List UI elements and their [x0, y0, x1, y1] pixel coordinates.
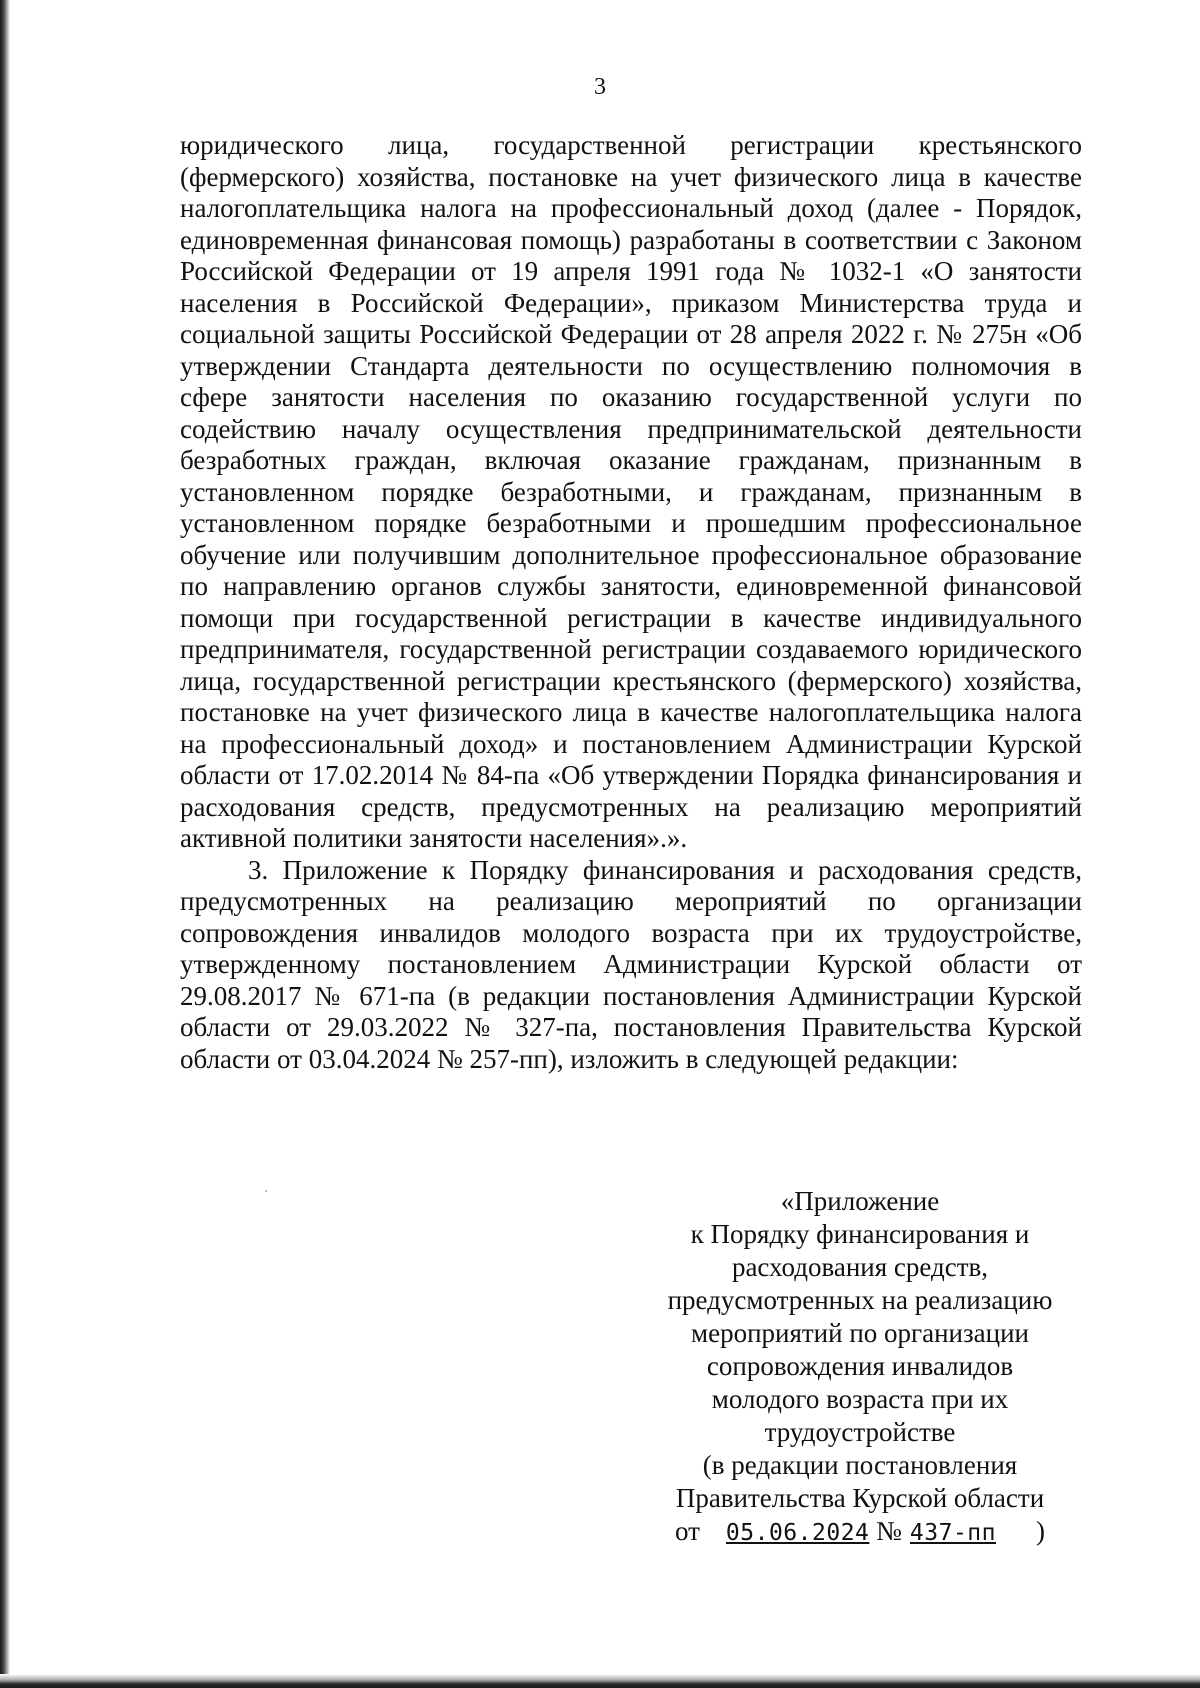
appendix-line: Правительства Курской области — [675, 1483, 1045, 1513]
paragraph-item-3: 3. Приложение к Порядку финансирования и расходования средств, предусмотренных на реализацию мероприятий по организации сопровождения инвалидов молодого возраста при их трудоустройстве, утвержденному постановлением Администрации Курской области от 29.08.2017 № 671-па (в редакции постановления Администрации Курской области от 29.03.2022 № 327-па, постановления Правительства Курской области от 03.04.2024 № 257-пп), изложить в следующей редакции: — [180, 854, 1082, 1074]
document-body — [180, 130, 1082, 1075]
resolution-reference — [640, 1515, 1080, 1550]
appendix-line: трудоустройстве — [764, 1417, 956, 1447]
appendix-line: молодого возраста при их — [711, 1384, 1009, 1414]
appendix-line: «Приложение — [780, 1186, 940, 1216]
resolution-date: 05.06.2024 — [725, 1520, 870, 1546]
appendix-line: мероприятий по организации — [691, 1318, 1029, 1348]
paragraph-continuation: юридического лица, государственной регистрации крестьянского (фермерского) хозяйства, постановке на учет физического лица в качестве налогоплательщика налога на профессиональный доход (далее - Порядок, единовременная финансовая помощь) разработаны в соответствии с Законом Российской Федерации от 19 апреля 1991 года № 1032-1 «О занятости населения в Российской Федерации», приказом Министерства труда и социальной защиты Российской Федерации от 28 апреля 2022 г. № 275н «Об утверждении Стандарта деятельности по осуществлению полномочия в сфере занятости населения по оказанию государственной услуги по содействию началу осуществления предпринимательской деятельности безработных граждан, включая оказание гражданам, признанным в установленном порядке безработными, и гражданам, признанным в установленном порядке безработными и прошедшим профессиональное обучение или получившим дополнительное профессиональное образование по направлению органов службы занятости, единовременной финансовой помощи при государственной регистрации в качестве индивидуального предпринимателя, государственной регистрации создаваемого юридического лица, государственной регистрации крестьянского (фермерского) хозяйства, постановке на учет физического лица в качестве налогоплательщика налога на профессиональный доход» и постановлением Администрации Курской области от 17.02.2014 № 84-па «Об утверждении Порядка финансирования и расходования средств, предусмотренных на реализацию мероприятий активной политики занятости населения».». — [180, 130, 1082, 853]
closing-paren: ) — [1036, 1516, 1046, 1546]
appendix-line: предусмотренных на реализацию — [667, 1285, 1053, 1315]
appendix-line: расходования средств, — [731, 1252, 989, 1282]
appendix-line: к Порядку финансирования и — [690, 1219, 1030, 1249]
appendix-line: (в редакции постановления — [702, 1450, 1018, 1480]
appendix-header — [640, 1185, 1080, 1550]
appendix-line: сопровождения инвалидов — [706, 1351, 1014, 1381]
resolution-number: 437-пп — [909, 1520, 997, 1546]
scan-speck — [265, 1190, 267, 1192]
from-label: от — [674, 1516, 700, 1546]
page-number: 3 — [594, 74, 606, 100]
scan-bottom-edge — [0, 1674, 1200, 1688]
scan-left-edge — [0, 0, 10, 1688]
number-sign: № — [876, 1516, 902, 1546]
